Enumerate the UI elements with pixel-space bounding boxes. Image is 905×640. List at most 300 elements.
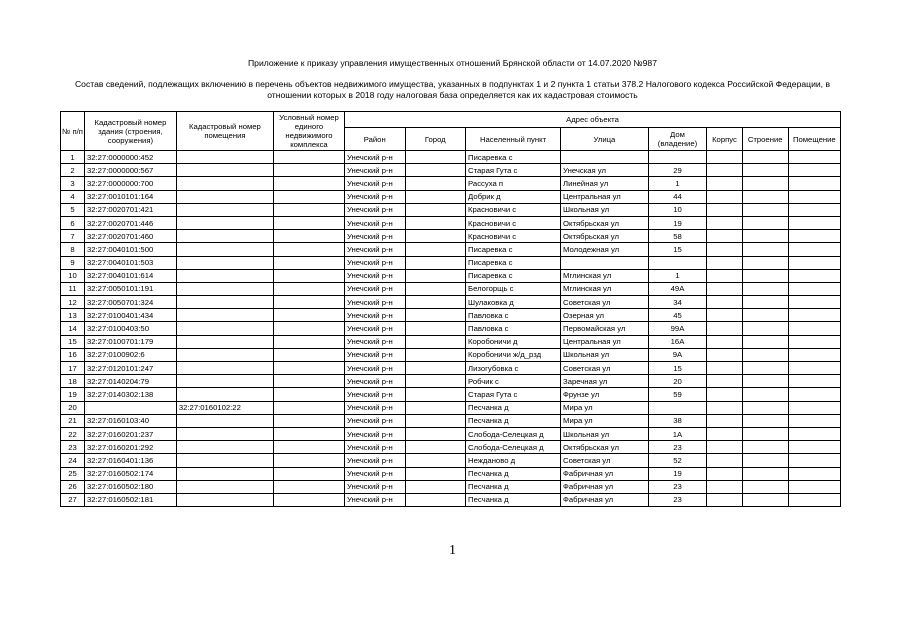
cell-street: Мира ул [561, 414, 649, 427]
cell-district: Унечский р-н [344, 322, 405, 335]
cell-locality: Песчанка д [466, 414, 561, 427]
table-row [61, 190, 841, 203]
header-pomeshchenie: Помещение [788, 128, 840, 151]
cell-locality: Писаревка с [466, 151, 561, 164]
cell-cadastral-building: 32:27:0160502:181 [85, 493, 177, 506]
cell-stroenie [742, 388, 788, 401]
cell-house: 44 [648, 190, 706, 203]
cell-stroenie [742, 269, 788, 282]
cell-city [405, 441, 466, 454]
cell-city [405, 256, 466, 269]
header-locality: Населенный пункт [466, 128, 561, 151]
cell-district: Унечский р-н [344, 243, 405, 256]
cell-pomeshchenie [788, 256, 840, 269]
cell-street [561, 256, 649, 269]
header-city: Город [405, 128, 466, 151]
header-korpus: Корпус [707, 128, 742, 151]
cell-korpus [707, 348, 742, 361]
cell-cadastral-building: 32:27:0140302:138 [85, 388, 177, 401]
cell-stroenie [742, 282, 788, 295]
cell-district: Унечский р-н [344, 388, 405, 401]
cell-cadastral-building: 32:27:0040101:503 [85, 256, 177, 269]
cell-korpus [707, 322, 742, 335]
cell-district: Унечский р-н [344, 203, 405, 216]
cell-pomeshchenie [788, 164, 840, 177]
cell-house [648, 151, 706, 164]
cell-conditional-number [273, 493, 344, 506]
cell-num: 23 [61, 441, 85, 454]
cell-city [405, 216, 466, 229]
cell-num: 18 [61, 375, 85, 388]
cell-conditional-number [273, 256, 344, 269]
header-conditional-number: Условный номер единого недвижимого комплекса [273, 112, 344, 151]
cell-locality: Павловка с [466, 309, 561, 322]
cell-city [405, 151, 466, 164]
cell-cadastral-room [176, 467, 273, 480]
cell-district: Унечский р-н [344, 151, 405, 164]
property-register-table [60, 111, 841, 507]
cell-cadastral-building: 32:27:0100401:434 [85, 309, 177, 322]
cell-korpus [707, 151, 742, 164]
cell-street: Унечская ул [561, 164, 649, 177]
cell-locality: Красновичи с [466, 230, 561, 243]
cell-cadastral-room [176, 151, 273, 164]
cell-cadastral-building: 32:27:0010101:164 [85, 190, 177, 203]
cell-korpus [707, 401, 742, 414]
cell-cadastral-room [176, 375, 273, 388]
cell-locality: Белогорщь с [466, 282, 561, 295]
table-row [61, 243, 841, 256]
cell-pomeshchenie [788, 269, 840, 282]
table-row [61, 203, 841, 216]
cell-stroenie [742, 243, 788, 256]
cell-street: Советская ул [561, 296, 649, 309]
cell-cadastral-building [85, 401, 177, 414]
cell-city [405, 427, 466, 440]
cell-house: 38 [648, 414, 706, 427]
cell-cadastral-room [176, 296, 273, 309]
cell-pomeshchenie [788, 348, 840, 361]
cell-pomeshchenie [788, 427, 840, 440]
cell-pomeshchenie [788, 493, 840, 506]
cell-korpus [707, 203, 742, 216]
cell-city [405, 296, 466, 309]
cell-num: 15 [61, 335, 85, 348]
cell-conditional-number [273, 467, 344, 480]
cell-street: Советская ул [561, 454, 649, 467]
table-row [61, 467, 841, 480]
cell-street: Первомайская ул [561, 322, 649, 335]
header-house: Дом (владение) [648, 128, 706, 151]
cell-korpus [707, 177, 742, 190]
cell-district: Унечский р-н [344, 375, 405, 388]
cell-city [405, 190, 466, 203]
cell-cadastral-building: 32:27:0100902:6 [85, 348, 177, 361]
cell-stroenie [742, 375, 788, 388]
cell-city [405, 177, 466, 190]
cell-num: 6 [61, 216, 85, 229]
table-row [61, 388, 841, 401]
cell-conditional-number [273, 309, 344, 322]
cell-cadastral-building: 32:27:0160201:237 [85, 427, 177, 440]
cell-korpus [707, 164, 742, 177]
cell-cadastral-room [176, 493, 273, 506]
cell-stroenie [742, 203, 788, 216]
cell-korpus [707, 256, 742, 269]
cell-district: Унечский р-н [344, 190, 405, 203]
cell-stroenie [742, 230, 788, 243]
table-row [61, 480, 841, 493]
cell-street: Центральная ул [561, 190, 649, 203]
cell-cadastral-room: 32:27:0160102:22 [176, 401, 273, 414]
cell-cadastral-room [176, 441, 273, 454]
cell-pomeshchenie [788, 388, 840, 401]
cell-korpus [707, 467, 742, 480]
cell-city [405, 322, 466, 335]
cell-cadastral-building: 32:27:0160201:292 [85, 441, 177, 454]
cell-conditional-number [273, 322, 344, 335]
cell-pomeshchenie [788, 335, 840, 348]
cell-num: 1 [61, 151, 85, 164]
cell-num: 8 [61, 243, 85, 256]
cell-conditional-number [273, 269, 344, 282]
cell-city [405, 401, 466, 414]
cell-street: Октябрьская ул [561, 230, 649, 243]
cell-cadastral-building: 32:27:0160401:136 [85, 454, 177, 467]
cell-cadastral-room [176, 388, 273, 401]
header-stroenie: Строение [742, 128, 788, 151]
cell-street: Фабричная ул [561, 493, 649, 506]
cell-stroenie [742, 256, 788, 269]
cell-cadastral-building: 32:27:0020701:460 [85, 230, 177, 243]
cell-district: Унечский р-н [344, 177, 405, 190]
cell-pomeshchenie [788, 151, 840, 164]
cell-num: 20 [61, 401, 85, 414]
cell-conditional-number [273, 151, 344, 164]
cell-conditional-number [273, 282, 344, 295]
cell-num: 17 [61, 362, 85, 375]
table-row [61, 401, 841, 414]
cell-city [405, 375, 466, 388]
cell-city [405, 493, 466, 506]
cell-pomeshchenie [788, 480, 840, 493]
cell-korpus [707, 362, 742, 375]
cell-conditional-number [273, 348, 344, 361]
cell-city [405, 414, 466, 427]
cell-stroenie [742, 335, 788, 348]
cell-locality: Шулаковка д [466, 296, 561, 309]
cell-house: 99А [648, 322, 706, 335]
cell-num: 27 [61, 493, 85, 506]
table-row [61, 454, 841, 467]
cell-cadastral-building: 32:27:0020701:421 [85, 203, 177, 216]
cell-street: Школьная ул [561, 348, 649, 361]
cell-locality: Слобода-Селецкая д [466, 427, 561, 440]
cell-house: 58 [648, 230, 706, 243]
cell-city [405, 230, 466, 243]
cell-locality: Нежданово д [466, 454, 561, 467]
cell-conditional-number [273, 203, 344, 216]
cell-stroenie [742, 441, 788, 454]
cell-pomeshchenie [788, 190, 840, 203]
cell-district: Унечский р-н [344, 454, 405, 467]
cell-district: Унечский р-н [344, 335, 405, 348]
cell-cadastral-building: 32:27:0040101:500 [85, 243, 177, 256]
cell-house [648, 401, 706, 414]
table-row [61, 216, 841, 229]
cell-stroenie [742, 296, 788, 309]
cell-num: 14 [61, 322, 85, 335]
cell-cadastral-building: 32:27:0120101:247 [85, 362, 177, 375]
cell-house: 49А [648, 282, 706, 295]
cell-cadastral-room [176, 177, 273, 190]
cell-pomeshchenie [788, 177, 840, 190]
cell-stroenie [742, 177, 788, 190]
cell-stroenie [742, 190, 788, 203]
cell-pomeshchenie [788, 467, 840, 480]
table-row [61, 427, 841, 440]
cell-conditional-number [273, 335, 344, 348]
cell-pomeshchenie [788, 375, 840, 388]
cell-street: Линейная ул [561, 177, 649, 190]
cell-locality: Красновичи с [466, 216, 561, 229]
cell-city [405, 335, 466, 348]
cell-cadastral-building: 32:27:0050701:324 [85, 296, 177, 309]
cell-conditional-number [273, 414, 344, 427]
cell-korpus [707, 441, 742, 454]
cell-cadastral-building: 32:27:0040101:614 [85, 269, 177, 282]
cell-cadastral-room [176, 335, 273, 348]
table-row [61, 375, 841, 388]
cell-stroenie [742, 493, 788, 506]
document-subtitle-line-2: отношении которых в 2018 году налоговая база определяется как их кадастровая стоимость [267, 90, 638, 100]
cell-locality: Робчик с [466, 375, 561, 388]
cell-cadastral-building: 32:27:0100403:50 [85, 322, 177, 335]
cell-num: 21 [61, 414, 85, 427]
cell-district: Унечский р-н [344, 309, 405, 322]
cell-district: Унечский р-н [344, 480, 405, 493]
cell-num: 12 [61, 296, 85, 309]
document-header: Приложение к приказу управления имущественных отношений Брянской области от 14.07.2020 №987 [248, 58, 657, 68]
cell-korpus [707, 269, 742, 282]
cell-locality: Добрик д [466, 190, 561, 203]
cell-house: 15 [648, 362, 706, 375]
cell-cadastral-room [176, 164, 273, 177]
cell-house: 45 [648, 309, 706, 322]
cell-cadastral-building: 32:27:0140204:79 [85, 375, 177, 388]
cell-city [405, 480, 466, 493]
cell-conditional-number [273, 480, 344, 493]
header-street: Улица [561, 128, 649, 151]
cell-district: Унечский р-н [344, 348, 405, 361]
cell-street: Мира ул [561, 401, 649, 414]
cell-locality: Коробоничи д [466, 335, 561, 348]
cell-num: 9 [61, 256, 85, 269]
cell-cadastral-room [176, 230, 273, 243]
cell-street: Октябрьская ул [561, 216, 649, 229]
cell-city [405, 454, 466, 467]
table-row [61, 256, 841, 269]
cell-num: 16 [61, 348, 85, 361]
cell-conditional-number [273, 190, 344, 203]
cell-cadastral-building: 32:27:0050101:191 [85, 282, 177, 295]
cell-stroenie [742, 414, 788, 427]
cell-street: Центральная ул [561, 335, 649, 348]
header-district: Район [344, 128, 405, 151]
cell-house: 15 [648, 243, 706, 256]
table-row [61, 164, 841, 177]
cell-pomeshchenie [788, 414, 840, 427]
cell-pomeshchenie [788, 203, 840, 216]
cell-pomeshchenie [788, 441, 840, 454]
cell-street: Молодежная ул [561, 243, 649, 256]
cell-pomeshchenie [788, 282, 840, 295]
cell-house: 59 [648, 388, 706, 401]
cell-street: Школьная ул [561, 427, 649, 440]
cell-num: 24 [61, 454, 85, 467]
cell-cadastral-room [176, 414, 273, 427]
cell-num: 11 [61, 282, 85, 295]
cell-conditional-number [273, 177, 344, 190]
cell-city [405, 243, 466, 256]
cell-district: Унечский р-н [344, 282, 405, 295]
cell-conditional-number [273, 164, 344, 177]
cell-conditional-number [273, 243, 344, 256]
cell-locality: Писаревка с [466, 243, 561, 256]
cell-locality: Старая Гута с [466, 164, 561, 177]
cell-num: 10 [61, 269, 85, 282]
cell-street: Мглинская ул [561, 282, 649, 295]
cell-locality: Рассуха п [466, 177, 561, 190]
cell-house: 9А [648, 348, 706, 361]
cell-conditional-number [273, 454, 344, 467]
cell-locality: Писаревка с [466, 256, 561, 269]
cell-house [648, 256, 706, 269]
cell-korpus [707, 190, 742, 203]
cell-stroenie [742, 309, 788, 322]
cell-cadastral-building: 32:27:0000000:567 [85, 164, 177, 177]
cell-korpus [707, 296, 742, 309]
cell-korpus [707, 309, 742, 322]
table-row [61, 296, 841, 309]
document-subtitle-line-1: Состав сведений, подлежащих включению в перечень объектов недвижимого имущества, указанных в подпунктах 1 и 2 пункта 1 статьи 378.2 Налогового кодекса Российской Федерации, в [74, 79, 831, 89]
cell-stroenie [742, 322, 788, 335]
cell-stroenie [742, 164, 788, 177]
cell-pomeshchenie [788, 401, 840, 414]
cell-district: Унечский р-н [344, 441, 405, 454]
cell-stroenie [742, 467, 788, 480]
cell-district: Унечский р-н [344, 164, 405, 177]
cell-stroenie [742, 401, 788, 414]
cell-district: Унечский р-н [344, 414, 405, 427]
cell-korpus [707, 216, 742, 229]
cell-district: Унечский р-н [344, 427, 405, 440]
cell-cadastral-room [176, 282, 273, 295]
table-row [61, 322, 841, 335]
cell-locality: Коробоничи ж/д_рзд [466, 348, 561, 361]
cell-locality: Песчанка д [466, 493, 561, 506]
cell-num: 5 [61, 203, 85, 216]
cell-korpus [707, 243, 742, 256]
page-number: 1 [449, 543, 456, 558]
cell-stroenie [742, 348, 788, 361]
cell-stroenie [742, 216, 788, 229]
cell-cadastral-room [176, 362, 273, 375]
cell-locality: Павловка с [466, 322, 561, 335]
cell-house: 23 [648, 480, 706, 493]
cell-cadastral-room [176, 454, 273, 467]
cell-cadastral-room [176, 322, 273, 335]
cell-street: Фабричная ул [561, 480, 649, 493]
cell-locality: Писаревка с [466, 269, 561, 282]
cell-street: Октябрьская ул [561, 441, 649, 454]
cell-cadastral-building: 32:27:0000000:452 [85, 151, 177, 164]
cell-pomeshchenie [788, 362, 840, 375]
cell-district: Унечский р-н [344, 269, 405, 282]
cell-locality: Красновичи с [466, 203, 561, 216]
cell-city [405, 282, 466, 295]
cell-cadastral-room [176, 348, 273, 361]
cell-korpus [707, 335, 742, 348]
cell-conditional-number [273, 362, 344, 375]
table-row [61, 441, 841, 454]
cell-cadastral-room [176, 190, 273, 203]
cell-house: 10 [648, 203, 706, 216]
cell-house: 23 [648, 493, 706, 506]
header-address-group: Адрес объекта [344, 112, 840, 128]
cell-pomeshchenie [788, 322, 840, 335]
cell-district: Унечский р-н [344, 230, 405, 243]
cell-conditional-number [273, 441, 344, 454]
cell-num: 2 [61, 164, 85, 177]
cell-pomeshchenie [788, 243, 840, 256]
table-row [61, 335, 841, 348]
header-cadastral-room: Кадастровый номер помещения [176, 112, 273, 151]
cell-korpus [707, 282, 742, 295]
cell-street: Заречная ул [561, 375, 649, 388]
cell-num: 13 [61, 309, 85, 322]
cell-locality: Лизогубовка с [466, 362, 561, 375]
cell-conditional-number [273, 375, 344, 388]
cell-conditional-number [273, 216, 344, 229]
cell-num: 22 [61, 427, 85, 440]
cell-num: 26 [61, 480, 85, 493]
cell-locality: Песчанка д [466, 467, 561, 480]
cell-conditional-number [273, 296, 344, 309]
table-row [61, 269, 841, 282]
cell-stroenie [742, 427, 788, 440]
cell-street [561, 151, 649, 164]
cell-pomeshchenie [788, 454, 840, 467]
cell-city [405, 164, 466, 177]
table-row [61, 348, 841, 361]
cell-stroenie [742, 480, 788, 493]
cell-cadastral-building: 32:27:0160103:40 [85, 414, 177, 427]
cell-cadastral-building: 32:27:0160502:174 [85, 467, 177, 480]
cell-cadastral-room [176, 269, 273, 282]
cell-city [405, 348, 466, 361]
cell-pomeshchenie [788, 216, 840, 229]
cell-house: 1 [648, 269, 706, 282]
cell-pomeshchenie [788, 230, 840, 243]
cell-cadastral-room [176, 243, 273, 256]
cell-cadastral-building: 32:27:0020701:446 [85, 216, 177, 229]
cell-cadastral-building: 32:27:0000000:700 [85, 177, 177, 190]
header-num: № п/п [61, 112, 85, 151]
cell-city [405, 388, 466, 401]
table-row [61, 493, 841, 506]
cell-locality: Слобода-Селецкая д [466, 441, 561, 454]
